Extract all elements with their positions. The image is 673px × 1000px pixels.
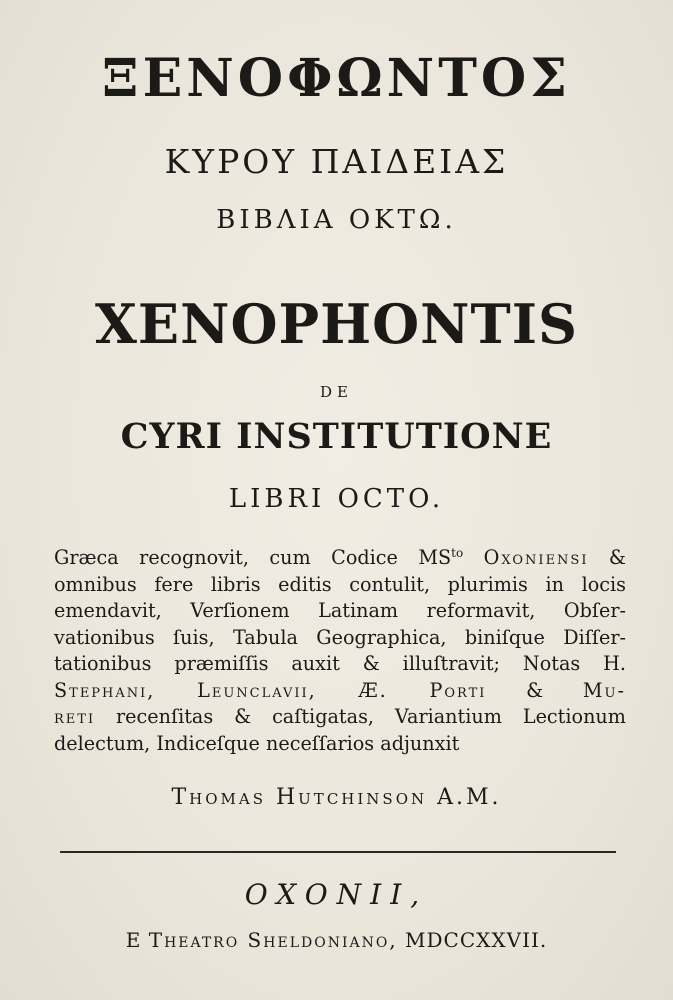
latin-work-subject: CYRI INSTITUTIONE [120, 416, 553, 457]
latin-author-title: XENOPHONTIS [95, 292, 578, 356]
description-line: tationibus præmiſſis auxit & illuſtravit; Notas H. [54, 652, 626, 675]
description-paragraph [54, 545, 626, 757]
editor-name: Thomas Hutchinson A.M. [171, 785, 502, 810]
greek-books-count: ΒΙΒΛΙΑ ΟΚΤΩ. [216, 205, 457, 235]
description-line: omnibus fere libris editis contulit, plurimis in locis [54, 572, 626, 596]
latin-books-count: LIBRI OCTO. [228, 484, 445, 514]
imprint-place: OXONII, [244, 878, 429, 911]
description-line: vationibus ſuis, Tabula Geographica, biniſque Diſſer- [54, 625, 626, 649]
greek-work-title: ΚΥΡΟΥ ΠΑΙΔΕΙΑΣ [164, 142, 509, 181]
imprint-press: E Theatro Sheldoniano, MDCCXXVII. [125, 928, 548, 952]
divider-rule [60, 851, 616, 853]
description-line: Stephani, Leunclavii, Æ. Porti & Mu- [54, 678, 626, 702]
description-line: delectum, Indiceſque neceſſarios adjunxit [54, 731, 460, 755]
description-line: Græca recognovit, cum Codice $MS^{to}$ Oxoniensi & [54, 546, 627, 569]
description-line: reti recenſitas & caſtigatas, Variantium Lectionum [54, 705, 626, 728]
description-line: emendavit, Verſionem Latinam reformavit, Obſer- [54, 599, 626, 622]
greek-author-title: ΞΕΝΟΦΩΝΤΟΣ [102, 48, 571, 109]
latin-preposition: DE [320, 383, 353, 401]
